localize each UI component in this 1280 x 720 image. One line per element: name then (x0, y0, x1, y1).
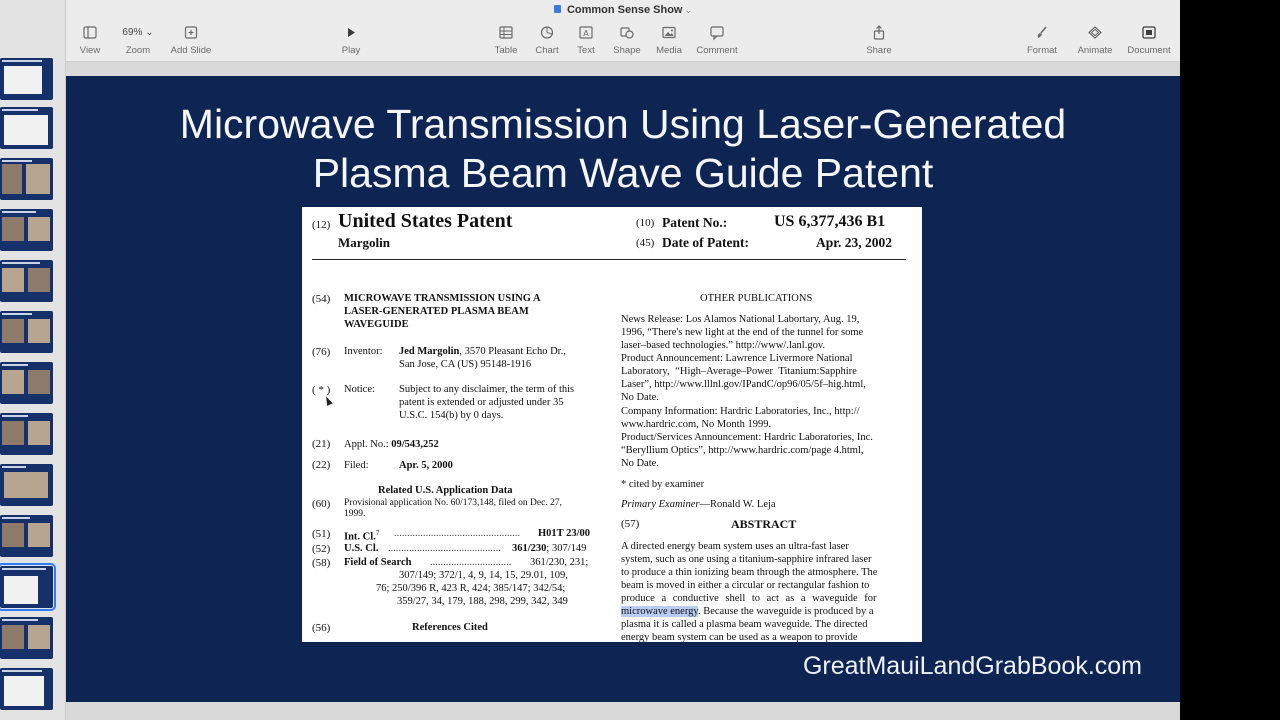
chart-button[interactable]: Chart (532, 24, 562, 56)
shape-button[interactable]: Shape (610, 24, 644, 56)
slide-thumbnail[interactable] (0, 362, 53, 404)
patent-date: Apr. 23, 2002 (816, 235, 893, 250)
chevron-down-icon: ⌄ (684, 5, 693, 15)
shape-icon (619, 24, 635, 42)
animate-diamond-icon (1086, 24, 1104, 42)
format-button[interactable]: Format (1024, 24, 1060, 56)
add-slide-icon (183, 24, 199, 42)
share-icon (871, 24, 887, 42)
patent-heading: United States Patent (338, 210, 513, 232)
zoom-button[interactable]: 69% ⌄ Zoom (122, 27, 154, 56)
play-icon (343, 24, 359, 42)
media-icon (661, 24, 677, 42)
text-button[interactable]: A Text (573, 24, 599, 56)
table-icon (498, 24, 514, 42)
zoom-value: 69% (122, 27, 143, 38)
comment-button[interactable]: Comment (694, 24, 740, 56)
document-inspector-icon (1141, 24, 1157, 42)
share-button[interactable]: Share (864, 24, 894, 56)
slide-thumbnail-selected[interactable] (0, 566, 53, 608)
text-box-icon (578, 24, 594, 42)
slide-thumbnail[interactable] (0, 515, 53, 557)
patent-image[interactable]: (12) United States Patent Margolin (10) Patent No.: US 6,377,436 B1 (45) Date of Patent: Apr. 23, 2002 (54) MICROWAVE TRANSMISSION USING A LASER-GENERATED PLASMA BEAM WAVEGUIDE (76) Inventor: Jed Margolin, 3570 Pleasant Echo Dr., San Jose, CA (US) 95148-1916 ( * ) Notice: Subject to any disclaimer, the term of this patent is extended or adjusted under 35 U.S.C. 154(b) by 0 days. (21) Appl. No.: 09/543,252 (22) Filed: Apr. 5, 2000 Related U.S. Application Data (60) Provisional application No. 60/173,148, filed on Dec. 27, 1999. (51) Int. Cl.$^7$ ................................................ H01T 23/00 (52) U.S. Cl. ........................................... 361/230; 307/149 (58) Field of Search ............................... 361/230, 231; 307/149; 372/1, 4, 9, 14, 15, 29.01, 109, 76; 250/396 R, 423 R, 424; 385/147; 342/54; 359/27, 34, 179, 188, 298, 299, 342, 349 (56) References Cited OTHER PUBLICATIONS News Release: Los Alamos National Labortary, Aug. 19, 1996, “There's new light at the end of the tunnel for some laser–based technologies.” http://www/.lanl.gov. Product Announcement: Lawrence Livermore National Laboratory, “High–Average–Power Titanium:Sapphire Laser”, http://www.lllnl.gov/IPandC/op96/05/5f–hig.html, No Date. Company Information: Hardric Laboratories, Inc., http:// www.hardric.com, No Month 1999. Product/Services Announcement: Hardric Laboratories, Inc. “Beryllium Optics”, http://www.hardric.com/page 4.html, No Date. * cited by examiner Primary Examiner—Ronald W. Leja (57) ABSTRACT A directed energy beam system uses an ultra-fast laser system, such as one using a titanium-sapphire infrared laser to produce a thin ionizing beam through the atmosphere. The beam is moved in either a circular or rectangular fashion to produce a conductive shell to act as a waveguide for microwave energy. Because the waveguide is produced by a plasma it is called a plasma beam waveguide. The directed energy beam system can be used as a weapon to provide (302, 207, 922, 642)
slide-thumbnail[interactable] (0, 413, 53, 455)
chart-icon (539, 24, 555, 42)
slide-thumbnail[interactable] (0, 209, 53, 251)
svg-text:A: A (583, 29, 589, 38)
play-button[interactable]: Play (336, 24, 366, 56)
slide-thumbnail[interactable] (0, 668, 53, 710)
sidebar-view-icon (82, 24, 98, 42)
document-button[interactable]: Document (1124, 24, 1174, 56)
chevron-down-icon: ⌄ (145, 27, 154, 38)
keynote-document-icon (554, 5, 561, 13)
animate-button[interactable]: Animate (1074, 24, 1116, 56)
slide-thumbnail[interactable] (0, 260, 53, 302)
slide-thumbnail[interactable] (0, 58, 53, 100)
slide-thumbnail[interactable] (0, 311, 53, 353)
slide-thumbnail[interactable] (0, 464, 53, 506)
patent-number: US 6,377,436 B1 (774, 213, 886, 230)
slide-footer-url[interactable]: GreatMauiLandGrabBook.com (802, 652, 1142, 680)
toolbar (66, 0, 1180, 62)
view-button[interactable]: View (76, 24, 104, 56)
comment-icon (709, 24, 725, 42)
slide-thumbnail[interactable] (0, 107, 53, 149)
paintbrush-icon (1034, 24, 1050, 42)
document-title[interactable]: Common Sense Show ⌄ (66, 4, 1180, 16)
slide[interactable] (66, 76, 1180, 702)
slide-canvas[interactable] (66, 62, 1180, 720)
table-button[interactable]: Table (491, 24, 521, 56)
highlighted-text: microwave energy (621, 606, 698, 617)
header-rule (312, 259, 906, 260)
media-button[interactable]: Media (652, 24, 686, 56)
slide-navigator[interactable] (0, 0, 66, 720)
slide-title[interactable]: Microwave Transmission Using Laser-Generated Plasma Beam Wave Guide Patent (179, 101, 1067, 196)
slide-thumbnail[interactable] (0, 158, 53, 200)
add-slide-button[interactable]: Add Slide (166, 24, 216, 56)
slide-thumbnail[interactable] (0, 617, 53, 659)
